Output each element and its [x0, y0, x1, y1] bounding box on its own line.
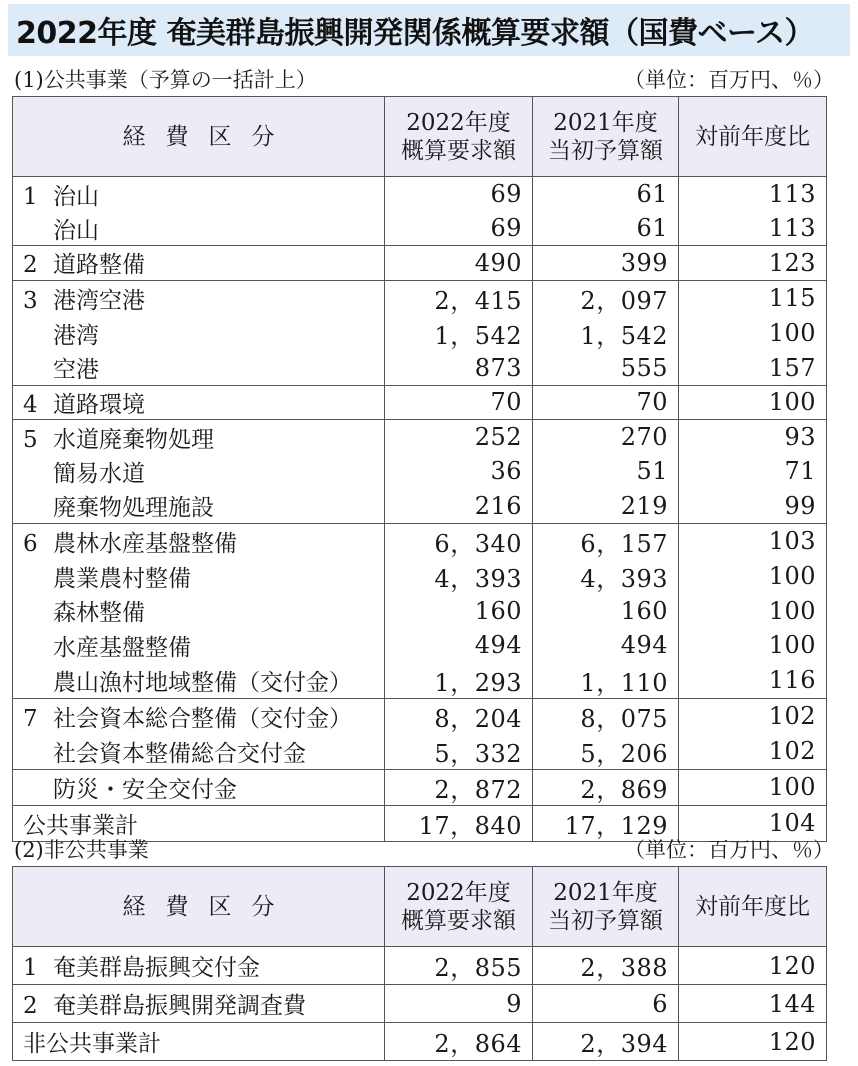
row-label	[13, 559, 385, 594]
total-label: 公共事業計	[13, 805, 385, 841]
total-initial: 2，394	[533, 1023, 679, 1061]
total-ratio: 104	[679, 805, 827, 841]
table-row	[13, 385, 827, 420]
row-number: 2	[23, 993, 38, 1019]
row-label	[13, 985, 385, 1023]
row-name: 港湾	[53, 322, 99, 349]
cell-request: 216	[385, 489, 533, 524]
row-label	[13, 385, 385, 420]
section1-header	[14, 62, 844, 92]
cell-ratio: 100	[679, 559, 827, 594]
row-label	[13, 316, 385, 351]
row-name: 水産基盤整備	[53, 634, 191, 661]
header-request-line1: 2022年度	[406, 109, 511, 136]
table-row	[13, 316, 827, 351]
row-label	[13, 698, 385, 734]
cell-ratio: 116	[679, 663, 827, 699]
cell-initial: 8，075	[533, 698, 679, 734]
non-public-works-table	[12, 866, 827, 1061]
header-initial	[533, 867, 679, 947]
row-label	[13, 177, 385, 212]
row-name: 奄美群島振興開発調査費	[53, 993, 306, 1019]
header-initial	[533, 97, 679, 177]
header-initial-line2: 当初予算額	[548, 137, 663, 164]
row-number: 7	[23, 705, 38, 732]
cell-request: 873	[385, 351, 533, 386]
cell-ratio: 120	[679, 947, 827, 985]
cell-initial: 1，110	[533, 663, 679, 699]
table-row	[13, 351, 827, 386]
cell-request: 36	[385, 454, 533, 489]
total-initial: 17，129	[533, 805, 679, 841]
row-label	[13, 420, 385, 455]
non-public-works-body	[13, 947, 827, 1061]
cell-request: 2，415	[385, 280, 533, 316]
row-label	[13, 489, 385, 524]
cell-request: 69	[385, 177, 533, 212]
row-label	[13, 734, 385, 770]
row-name: 農林水産基盤整備	[53, 530, 237, 557]
table-header-row	[13, 97, 827, 177]
cell-initial: 399	[533, 246, 679, 281]
row-name: 社会資本総合整備（交付金）	[53, 705, 352, 732]
cell-initial: 494	[533, 628, 679, 663]
row-label	[13, 246, 385, 281]
row-number: 1	[23, 955, 38, 981]
row-label	[13, 280, 385, 316]
cell-initial: 219	[533, 489, 679, 524]
cell-request: 494	[385, 628, 533, 663]
cell-ratio: 123	[679, 246, 827, 281]
row-name: 森林整備	[53, 600, 145, 627]
cell-request: 8，204	[385, 698, 533, 734]
header-ratio: 対前年度比	[679, 97, 827, 177]
row-name: 防災・安全交付金	[53, 776, 237, 803]
cell-ratio: 103	[679, 523, 827, 559]
table-row	[13, 698, 827, 734]
cell-initial: 6，157	[533, 523, 679, 559]
cell-initial: 2，388	[533, 947, 679, 985]
table-row	[13, 947, 827, 985]
row-label	[13, 947, 385, 985]
cell-ratio: 144	[679, 985, 827, 1023]
row-name: 農山漁村地域整備（交付金）	[53, 669, 352, 696]
cell-initial: 61	[533, 177, 679, 212]
table-row	[13, 489, 827, 524]
cell-initial: 1，542	[533, 316, 679, 351]
header-initial-line2: 当初予算額	[548, 907, 663, 934]
row-label	[13, 454, 385, 489]
section2-caption: (2)非公共事業	[14, 838, 149, 862]
cell-initial: 270	[533, 420, 679, 455]
table-row	[13, 734, 827, 770]
cell-initial: 70	[533, 385, 679, 420]
cell-ratio: 93	[679, 420, 827, 455]
table-row	[13, 211, 827, 246]
cell-request: 252	[385, 420, 533, 455]
row-name: 空港	[53, 357, 99, 383]
row-label	[13, 351, 385, 386]
row-number: 4	[23, 391, 38, 418]
cell-ratio: 115	[679, 280, 827, 316]
cell-initial: 2，869	[533, 769, 679, 805]
table-row	[13, 280, 827, 316]
cell-ratio: 100	[679, 594, 827, 629]
row-label	[13, 628, 385, 663]
row-number: 6	[23, 530, 38, 557]
cell-request: 4，393	[385, 559, 533, 594]
cell-ratio: 157	[679, 351, 827, 386]
header-request-line1: 2022年度	[406, 879, 511, 906]
table-row	[13, 177, 827, 212]
cell-request: 1，293	[385, 663, 533, 699]
cell-ratio: 99	[679, 489, 827, 524]
table-header-row	[13, 867, 827, 947]
row-label	[13, 663, 385, 699]
row-number: 1	[23, 183, 38, 210]
row-name: 港湾空港	[53, 287, 145, 314]
cell-request: 6，340	[385, 523, 533, 559]
header-initial-line1: 2021年度	[553, 109, 658, 136]
cell-ratio: 113	[679, 177, 827, 212]
cell-ratio: 100	[679, 385, 827, 420]
section2-header	[14, 832, 844, 862]
row-number: 2	[23, 252, 38, 279]
cell-initial: 160	[533, 594, 679, 629]
section1-unit: （単位：百万円、％）	[624, 68, 834, 92]
cell-request: 2，872	[385, 769, 533, 805]
table-row	[13, 628, 827, 663]
table-row	[13, 420, 827, 455]
total-request: 2，864	[385, 1023, 533, 1061]
row-name: 奄美群島振興交付金	[53, 955, 260, 981]
table-row	[13, 769, 827, 805]
cell-ratio: 102	[679, 734, 827, 770]
header-request	[385, 97, 533, 177]
cell-ratio: 100	[679, 316, 827, 351]
row-label	[13, 769, 385, 805]
cell-ratio: 100	[679, 769, 827, 805]
cell-request: 69	[385, 211, 533, 246]
cell-initial: 6	[533, 985, 679, 1023]
row-name: 廃棄物処理施設	[53, 495, 214, 521]
title-bar	[8, 4, 850, 56]
cell-initial: 5，206	[533, 734, 679, 770]
row-number: 3	[23, 287, 38, 314]
section2-unit: （単位：百万円、％）	[624, 838, 834, 862]
table-row	[13, 454, 827, 489]
table-row	[13, 594, 827, 629]
table-row	[13, 246, 827, 281]
cell-request: 490	[385, 246, 533, 281]
table-row	[13, 559, 827, 594]
row-name: 農業農村整備	[53, 565, 191, 592]
row-name: 社会資本整備総合交付金	[53, 740, 306, 767]
row-label	[13, 523, 385, 559]
cell-request: 70	[385, 385, 533, 420]
row-name: 道路整備	[53, 252, 145, 279]
header-ratio: 対前年度比	[679, 867, 827, 947]
total-ratio: 120	[679, 1023, 827, 1061]
cell-initial: 555	[533, 351, 679, 386]
total-request: 17，840	[385, 805, 533, 841]
header-request	[385, 867, 533, 947]
cell-request: 2，855	[385, 947, 533, 985]
cell-ratio: 113	[679, 211, 827, 246]
cell-initial: 4，393	[533, 559, 679, 594]
cell-ratio: 102	[679, 698, 827, 734]
total-row	[13, 1023, 827, 1061]
cell-request: 5，332	[385, 734, 533, 770]
page-title: 2022年度 奄美群島振興開発関係概算要求額（国費ベース）	[16, 16, 814, 51]
public-works-table	[12, 96, 827, 842]
section1-caption: (1)公共事業（予算の一括計上）	[14, 68, 317, 92]
header-request-line2: 概算要求額	[401, 137, 516, 164]
public-works-body	[13, 177, 827, 842]
table-row	[13, 523, 827, 559]
row-name: 簡易水道	[53, 460, 145, 487]
cell-request: 160	[385, 594, 533, 629]
cell-ratio: 100	[679, 628, 827, 663]
cell-ratio: 71	[679, 454, 827, 489]
header-kubun: 経費区分	[13, 97, 385, 177]
row-name: 水道廃棄物処理	[53, 426, 214, 453]
row-name: 道路環境	[53, 391, 145, 418]
row-label	[13, 594, 385, 629]
cell-request: 1，542	[385, 316, 533, 351]
header-kubun: 経費区分	[13, 867, 385, 947]
row-name: 治山	[53, 217, 99, 244]
cell-initial: 51	[533, 454, 679, 489]
header-initial-line1: 2021年度	[553, 879, 658, 906]
header-request-line2: 概算要求額	[401, 907, 516, 934]
row-name: 治山	[53, 183, 99, 210]
row-label	[13, 211, 385, 246]
total-label: 非公共事業計	[13, 1023, 385, 1061]
table-row	[13, 663, 827, 699]
row-number: 5	[23, 426, 38, 453]
cell-initial: 61	[533, 211, 679, 246]
cell-initial: 2，097	[533, 280, 679, 316]
cell-request: 9	[385, 985, 533, 1023]
table-row	[13, 985, 827, 1023]
